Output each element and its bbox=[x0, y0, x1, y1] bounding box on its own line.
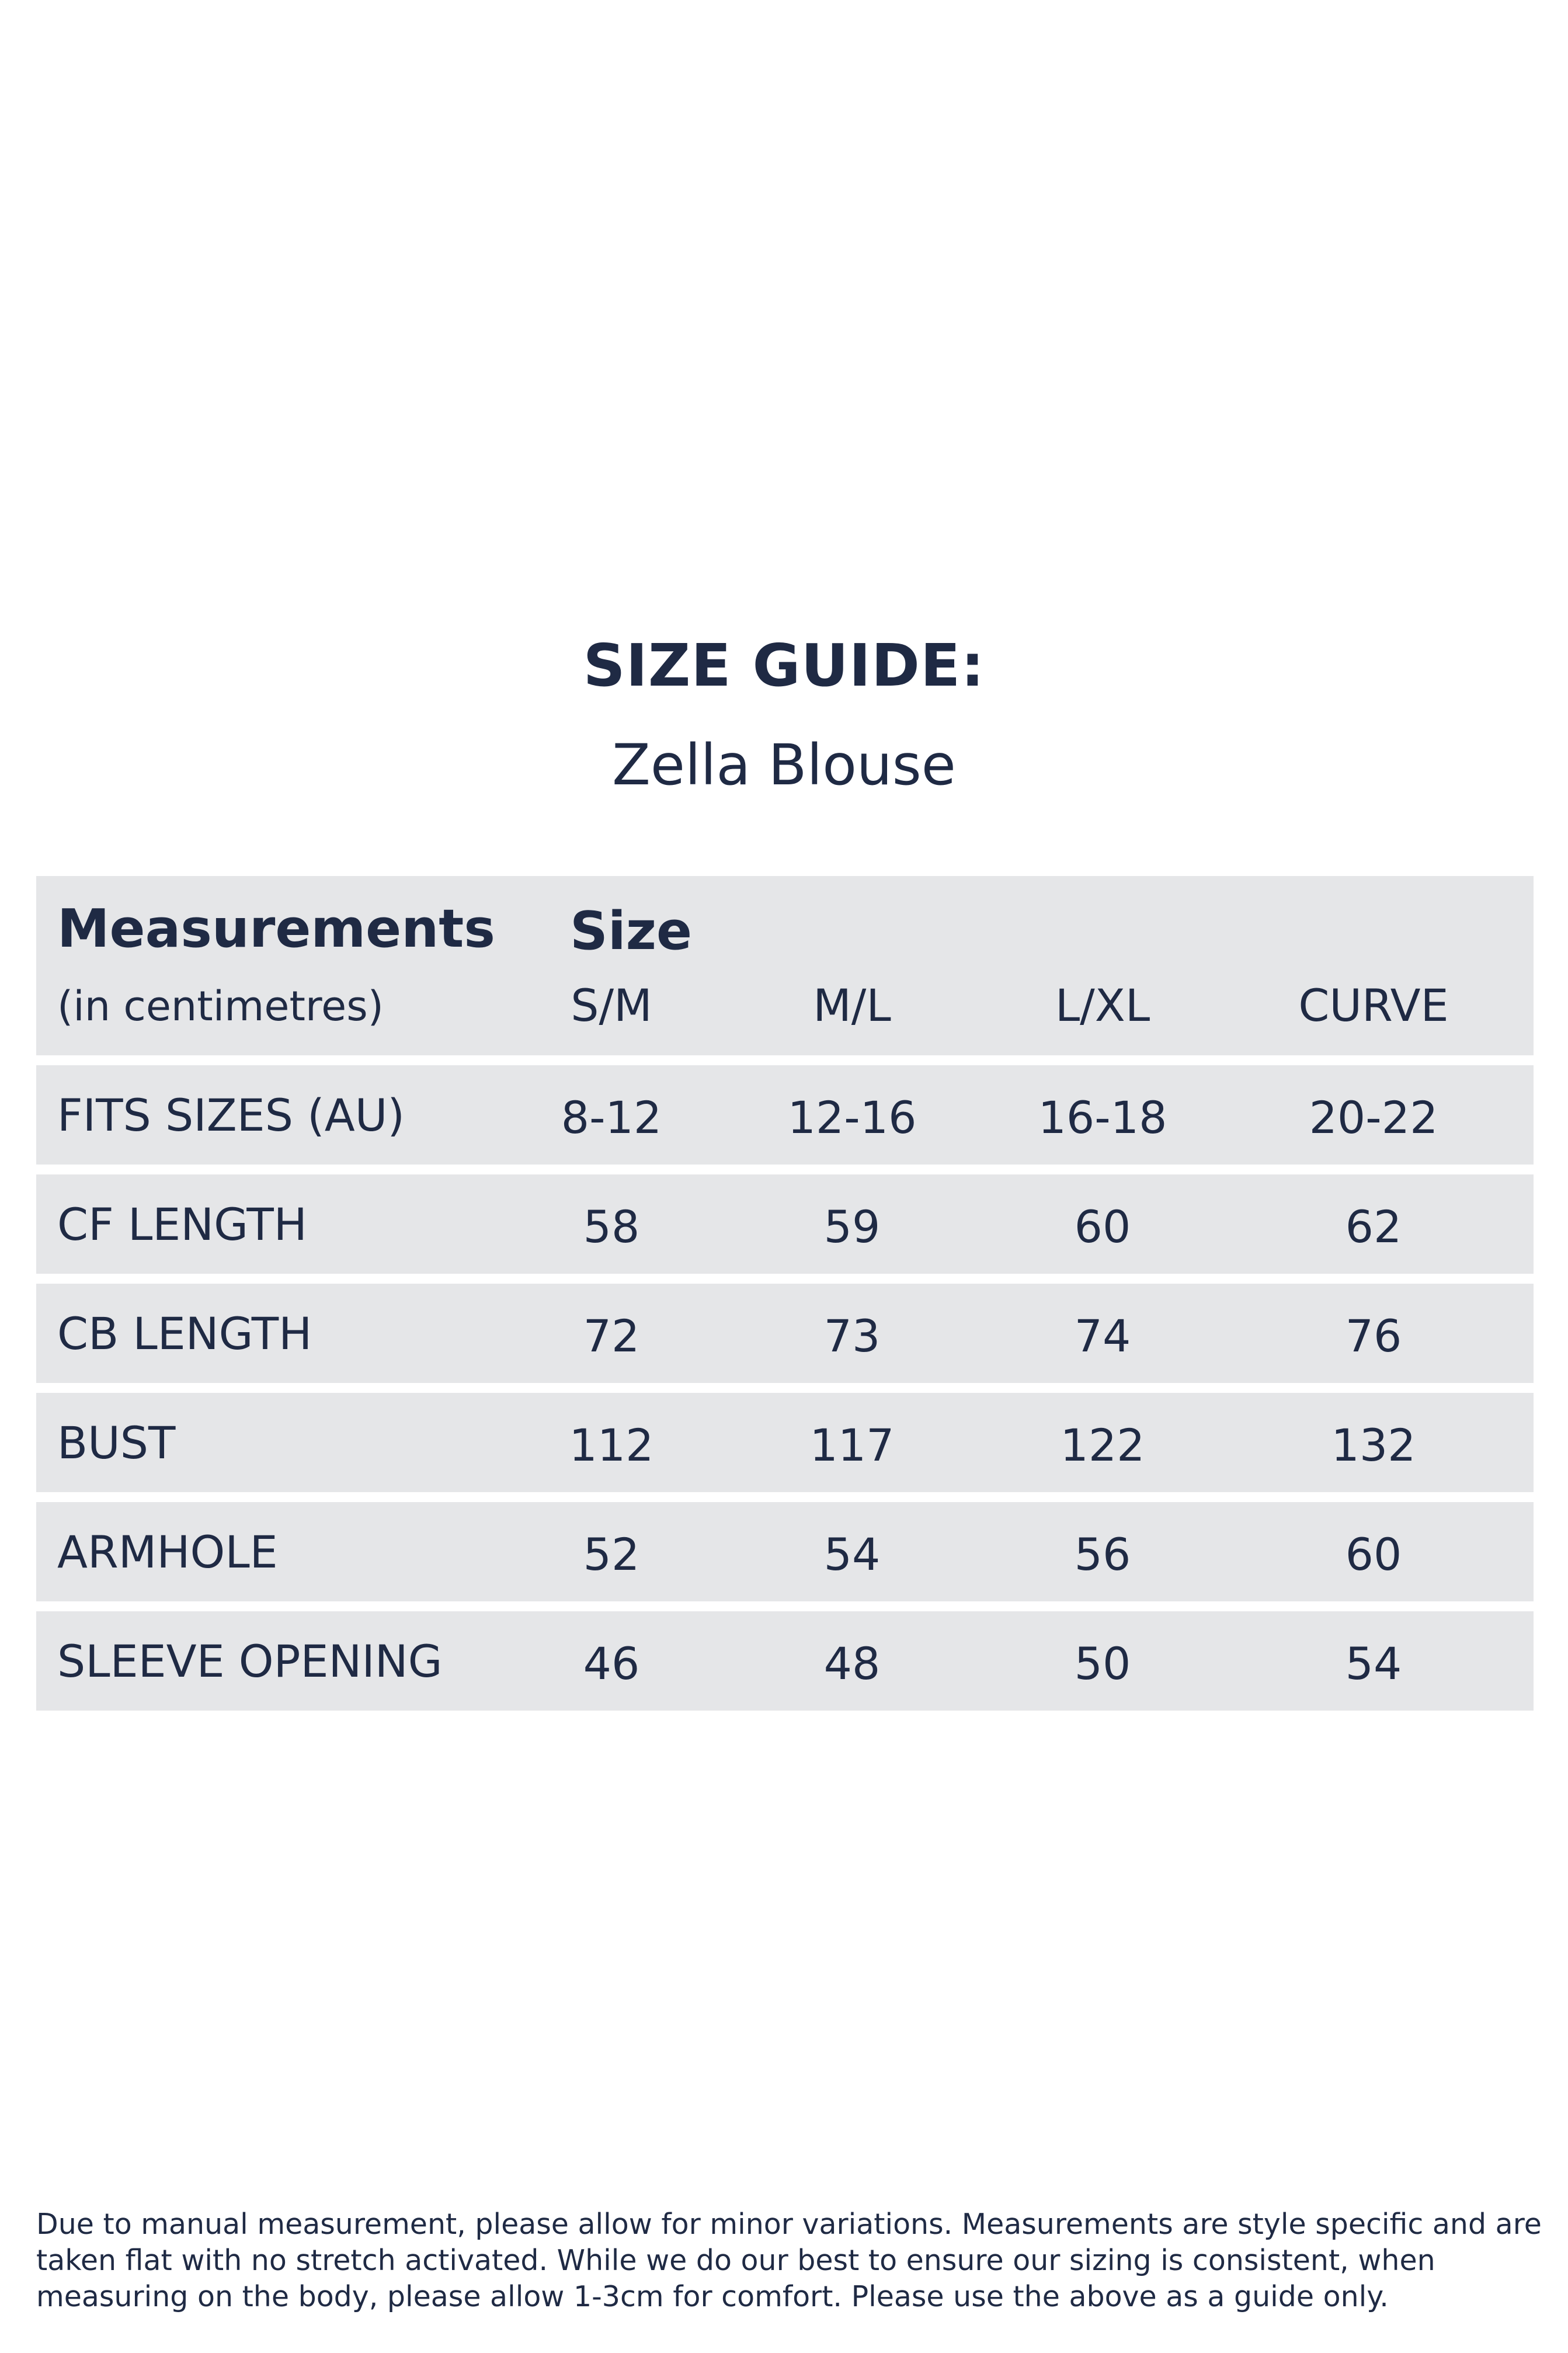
row-label: CF LENGTH bbox=[57, 1198, 307, 1250]
table-row bbox=[36, 1393, 1534, 1492]
cell-value: 73 bbox=[823, 1310, 881, 1362]
cell-value: 52 bbox=[583, 1528, 640, 1580]
row-label: BUST bbox=[57, 1417, 176, 1469]
cell-value: 72 bbox=[583, 1310, 640, 1362]
cell-value: 132 bbox=[1331, 1419, 1416, 1471]
cell-value: 74 bbox=[1074, 1310, 1131, 1362]
table-row bbox=[36, 1174, 1534, 1274]
size-guide-table bbox=[36, 876, 1534, 1721]
product-name: Zella Blouse bbox=[612, 732, 956, 798]
cell-value: 16-18 bbox=[1038, 1092, 1167, 1144]
table-header-row bbox=[36, 876, 1534, 1055]
page-title: SIZE GUIDE: bbox=[583, 631, 985, 700]
cell-value: 60 bbox=[1345, 1528, 1402, 1580]
row-label: SLEEVE OPENING bbox=[57, 1635, 443, 1687]
column-header-ml: M/L bbox=[813, 979, 891, 1031]
cell-value: 112 bbox=[569, 1419, 654, 1471]
table-row bbox=[36, 1284, 1534, 1383]
column-header-lxl: L/XL bbox=[1055, 979, 1150, 1031]
measurements-heading: Measurements bbox=[57, 898, 495, 960]
table-row bbox=[36, 1611, 1534, 1711]
cell-value: 58 bbox=[583, 1201, 640, 1253]
table-row bbox=[36, 1065, 1534, 1165]
column-header-curve: CURVE bbox=[1298, 979, 1449, 1031]
cell-value: 46 bbox=[583, 1638, 640, 1690]
cell-value: 76 bbox=[1345, 1310, 1402, 1362]
cell-value: 54 bbox=[823, 1528, 881, 1580]
cell-value: 50 bbox=[1074, 1638, 1131, 1690]
cell-value: 62 bbox=[1345, 1201, 1402, 1253]
cell-value: 56 bbox=[1074, 1528, 1131, 1580]
cell-value: 12-16 bbox=[787, 1092, 917, 1144]
cell-value: 20-22 bbox=[1309, 1092, 1438, 1144]
table-row bbox=[36, 1502, 1534, 1601]
cell-value: 54 bbox=[1345, 1638, 1402, 1690]
cell-value: 122 bbox=[1060, 1419, 1145, 1471]
size-heading: Size bbox=[570, 901, 693, 962]
measurement-disclaimer: Due to manual measurement, please allow for minor variations. Measurements are style specific and are taken flat with no stretch activated. While we do our best to ensure our sizing is consistent, when measuring on the body, please allow 1-3cm for comfort. Please use the above as a guide only. bbox=[36, 2208, 1542, 2313]
cell-value: 60 bbox=[1074, 1201, 1131, 1253]
column-header-sm: S/M bbox=[571, 979, 652, 1031]
cell-value: 117 bbox=[809, 1419, 895, 1471]
unit-label: (in centimetres) bbox=[57, 982, 384, 1030]
row-label: CB LENGTH bbox=[57, 1308, 312, 1360]
cell-value: 59 bbox=[823, 1201, 881, 1253]
row-label: ARMHOLE bbox=[57, 1526, 278, 1578]
row-label: FITS SIZES (AU) bbox=[57, 1089, 405, 1141]
cell-value: 48 bbox=[823, 1638, 881, 1690]
cell-value: 8-12 bbox=[561, 1092, 662, 1144]
